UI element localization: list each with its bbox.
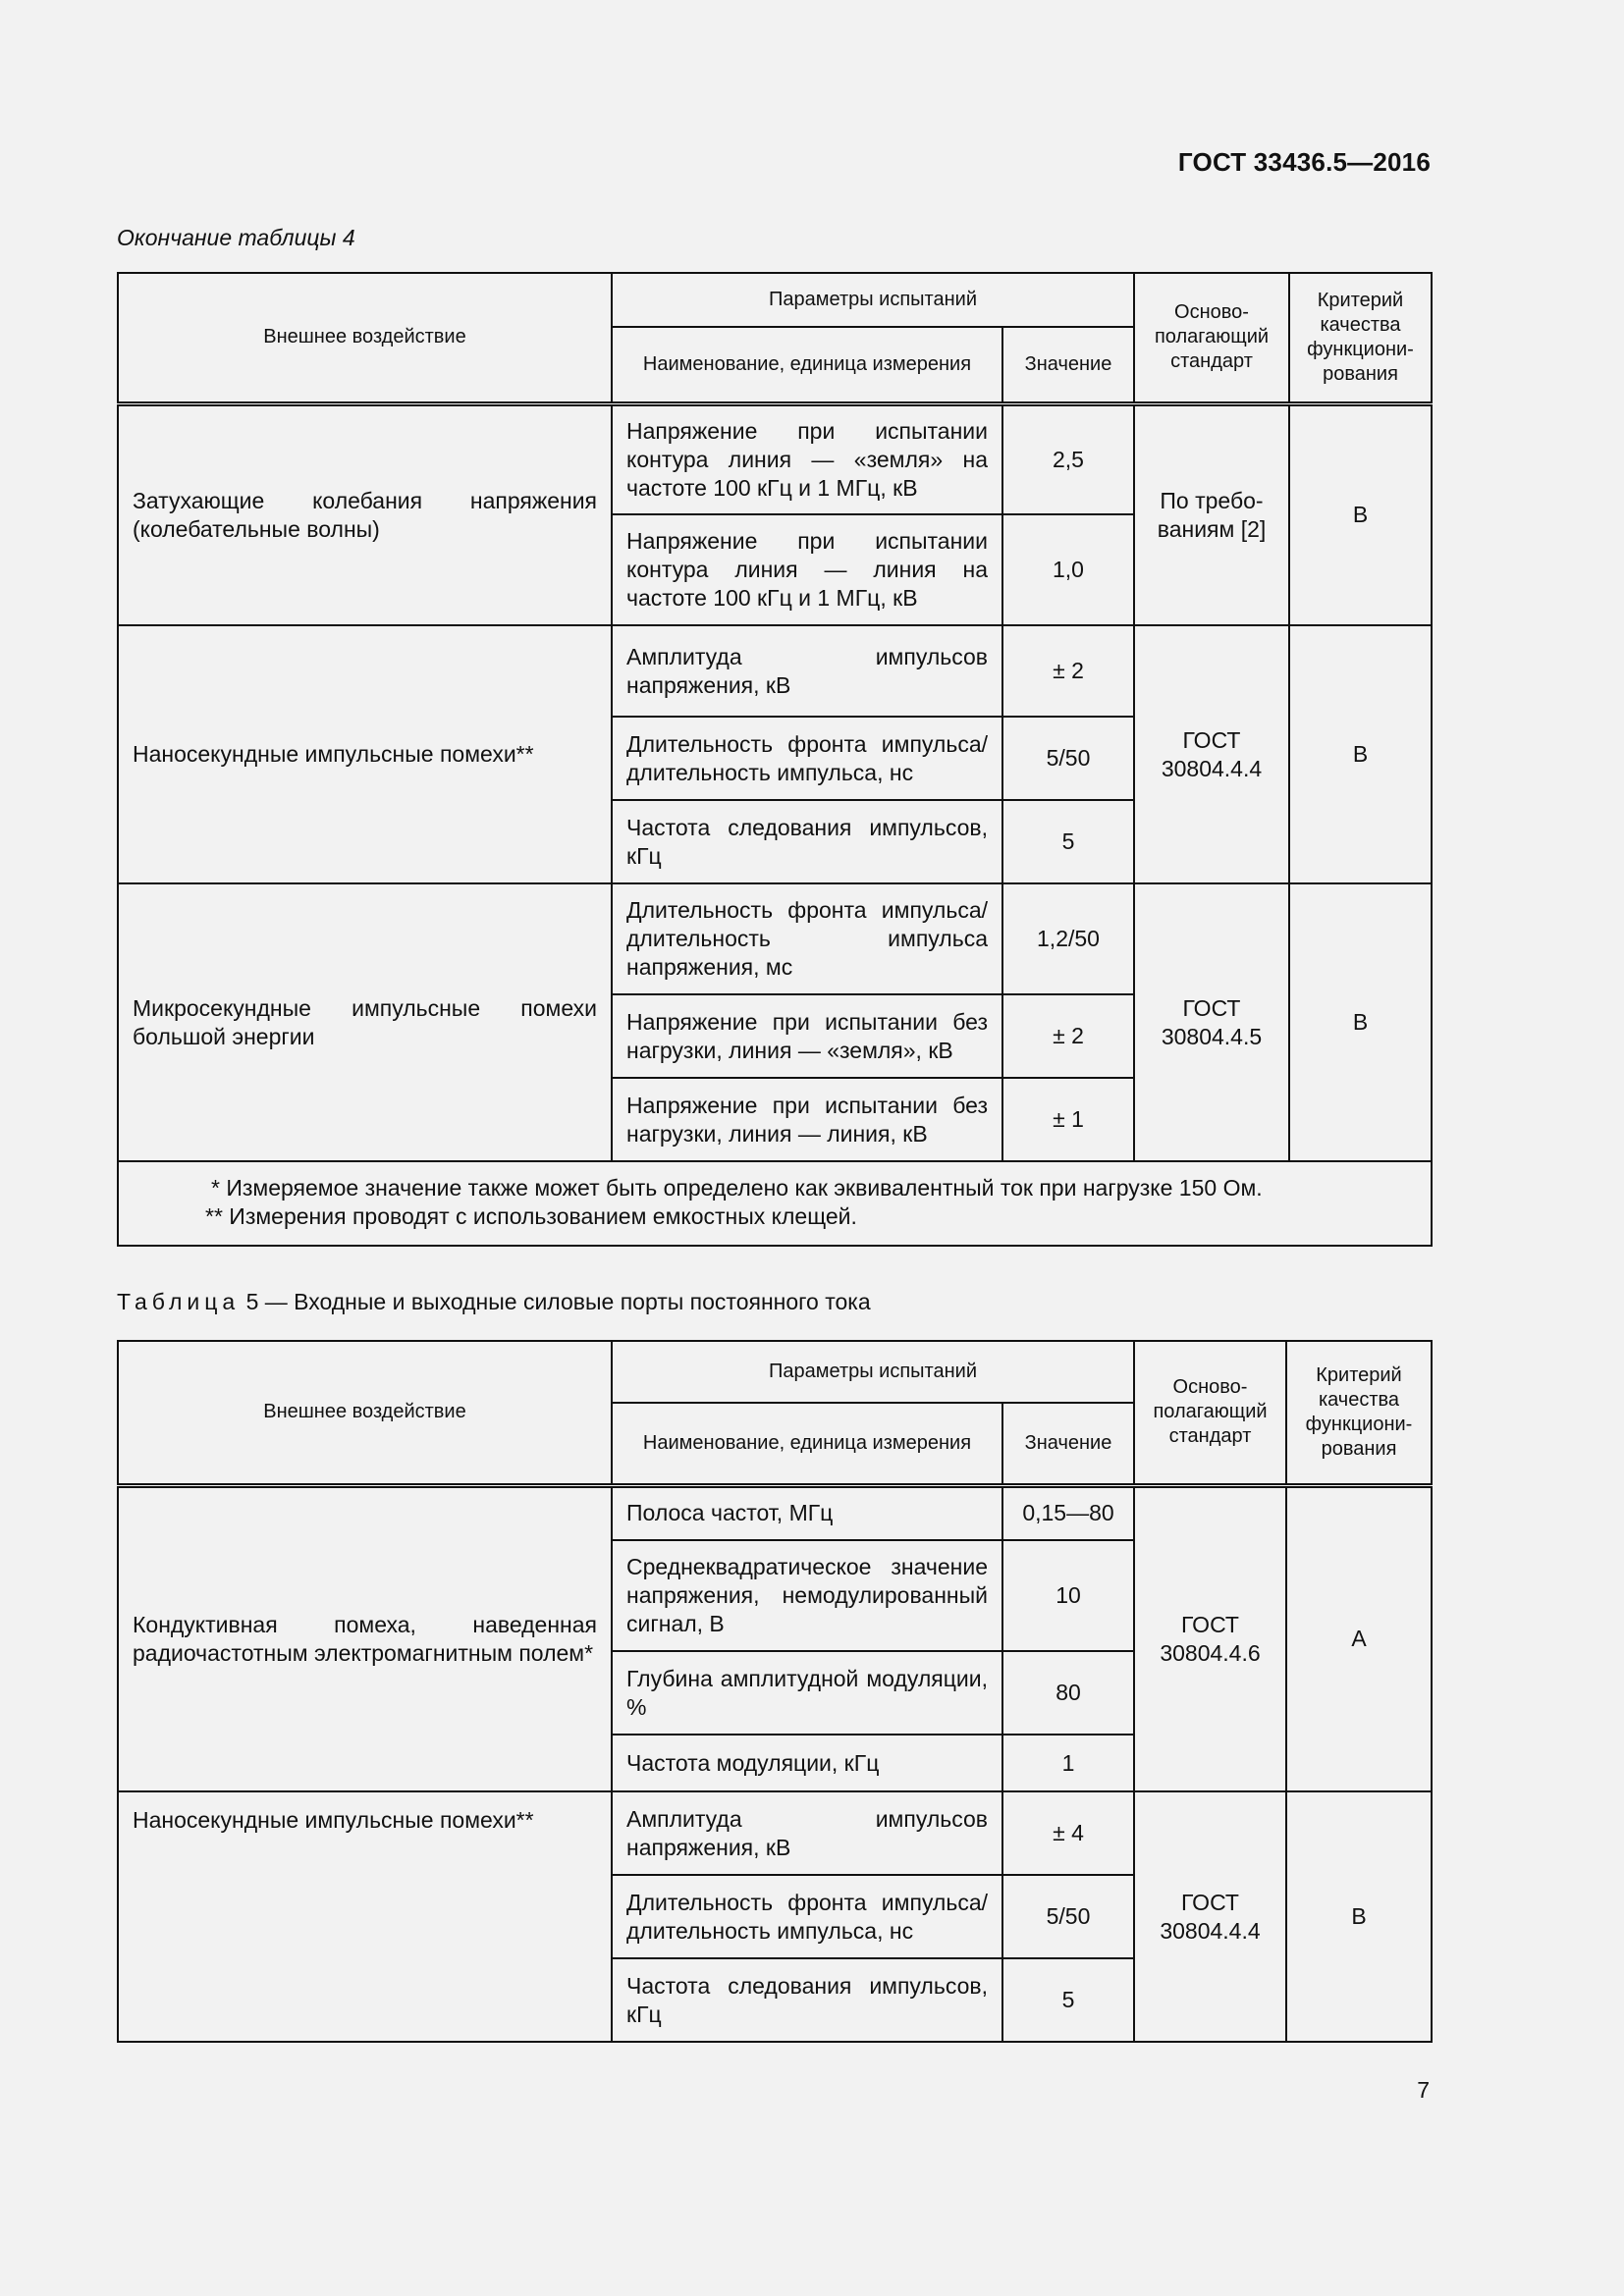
param-name: Среднеквадратическое значение напряжения, немодулированный сигнал, В <box>612 1540 1002 1651</box>
param-name: Напряжение при испытании контура линия — линия на частоте 100 кГц и 1 МГц, кВ <box>612 514 1002 625</box>
header-value: Значение <box>1002 1403 1134 1485</box>
header-criterion: Критерий качества функциони-рования <box>1286 1341 1432 1485</box>
table5-caption <box>117 1289 871 1315</box>
quality-criterion: B <box>1289 625 1432 883</box>
external-influence: Кондуктивная помеха, наведенная радиочастотным электромагнитным полем* <box>118 1485 612 1791</box>
base-standard: ГОСТ 30804.4.4 <box>1134 1791 1286 2042</box>
param-value: 1,2/50 <box>1002 883 1134 994</box>
header-external: Внешнее воздействие <box>118 273 612 403</box>
header-name-unit: Наименование, единица измерения <box>612 327 1002 403</box>
param-name: Частота модуляции, кГц <box>612 1735 1002 1791</box>
param-name: Частота следования импульсов, кГц <box>612 800 1002 883</box>
base-standard: По требо-ваниям [2] <box>1134 403 1289 625</box>
table-4 <box>117 272 1433 1247</box>
param-name: Напряжение при испытании контура линия — «земля» на частоте 100 кГц и 1 МГц, кВ <box>612 403 1002 514</box>
param-value: 1,0 <box>1002 514 1134 625</box>
param-value: ± 1 <box>1002 1078 1134 1161</box>
param-name: Амплитуда импульсов напряжения, кВ <box>612 625 1002 717</box>
param-value: 80 <box>1002 1651 1134 1735</box>
table4-caption: Окончание таблицы 4 <box>117 225 355 250</box>
header-params: Параметры испытаний <box>612 273 1134 327</box>
param-name: Напряжение при испытании без нагрузки, линия — «земля», кВ <box>612 994 1002 1078</box>
param-value: 5 <box>1002 800 1134 883</box>
param-name: Длительность фронта импульса/длительность импульса, нс <box>612 717 1002 800</box>
param-value: 0,15—80 <box>1002 1485 1134 1540</box>
footnote: ** Измерения проводят с использованием емкостных клещей. <box>205 1203 857 1229</box>
param-value: ± 2 <box>1002 625 1134 717</box>
base-standard: ГОСТ 30804.4.4 <box>1134 625 1289 883</box>
table-notes <box>118 1161 1432 1246</box>
param-value: 5/50 <box>1002 1875 1134 1958</box>
param-name: Длительность фронта импульса/длительность импульса напряжения, мс <box>612 883 1002 994</box>
param-value: 5/50 <box>1002 717 1134 800</box>
header-name-unit: Наименование, единица измерения <box>612 1403 1002 1485</box>
quality-criterion: B <box>1286 1791 1432 2042</box>
param-value: 10 <box>1002 1540 1134 1651</box>
base-standard: ГОСТ 30804.4.6 <box>1134 1485 1286 1791</box>
document-code: ГОСТ 33436.5—2016 <box>1177 147 1431 177</box>
page-number: 7 <box>1417 2077 1430 2103</box>
table5-caption-label: Таблица <box>117 1289 241 1314</box>
param-name: Частота следования импульсов, кГц <box>612 1958 1002 2042</box>
external-influence: Микросекундные импульсные помехи большой энергии <box>118 883 612 1161</box>
table5-caption-title: 5 — Входные и выходные силовые порты постоянного тока <box>240 1289 871 1314</box>
param-name: Напряжение при испытании без нагрузки, линия — линия, кВ <box>612 1078 1002 1161</box>
table-5 <box>117 1340 1433 2043</box>
param-name: Глубина амплитудной модуляции, % <box>612 1651 1002 1735</box>
quality-criterion: A <box>1286 1485 1432 1791</box>
param-value: 2,5 <box>1002 403 1134 514</box>
header-params: Параметры испытаний <box>612 1341 1134 1403</box>
param-value: ± 4 <box>1002 1791 1134 1875</box>
param-name: Полоса частот, МГц <box>612 1485 1002 1540</box>
param-value: 5 <box>1002 1958 1134 2042</box>
external-influence: Наносекундные импульсные помехи** <box>118 1791 612 2042</box>
base-standard: ГОСТ 30804.4.5 <box>1134 883 1289 1161</box>
footnote: * Измеряемое значение также может быть определено как эквивалентный ток при нагрузке 150 Ом. <box>211 1175 1263 1201</box>
header-value: Значение <box>1002 327 1134 403</box>
quality-criterion: B <box>1289 883 1432 1161</box>
header-standard: Осново-полагающий стандарт <box>1134 1341 1286 1485</box>
param-name: Длительность фронта импульса/длительность импульса, нс <box>612 1875 1002 1958</box>
param-value: 1 <box>1002 1735 1134 1791</box>
external-influence: Затухающие колебания напряжения (колебательные волны) <box>118 403 612 625</box>
header-external: Внешнее воздействие <box>118 1341 612 1485</box>
param-value: ± 2 <box>1002 994 1134 1078</box>
quality-criterion: B <box>1289 403 1432 625</box>
header-standard: Осново-полагающий стандарт <box>1134 273 1289 403</box>
external-influence: Наносекундные импульсные помехи** <box>118 625 612 883</box>
param-name: Амплитуда импульсов напряжения, кВ <box>612 1791 1002 1875</box>
header-criterion: Критерий качества функциони-рования <box>1289 273 1432 403</box>
